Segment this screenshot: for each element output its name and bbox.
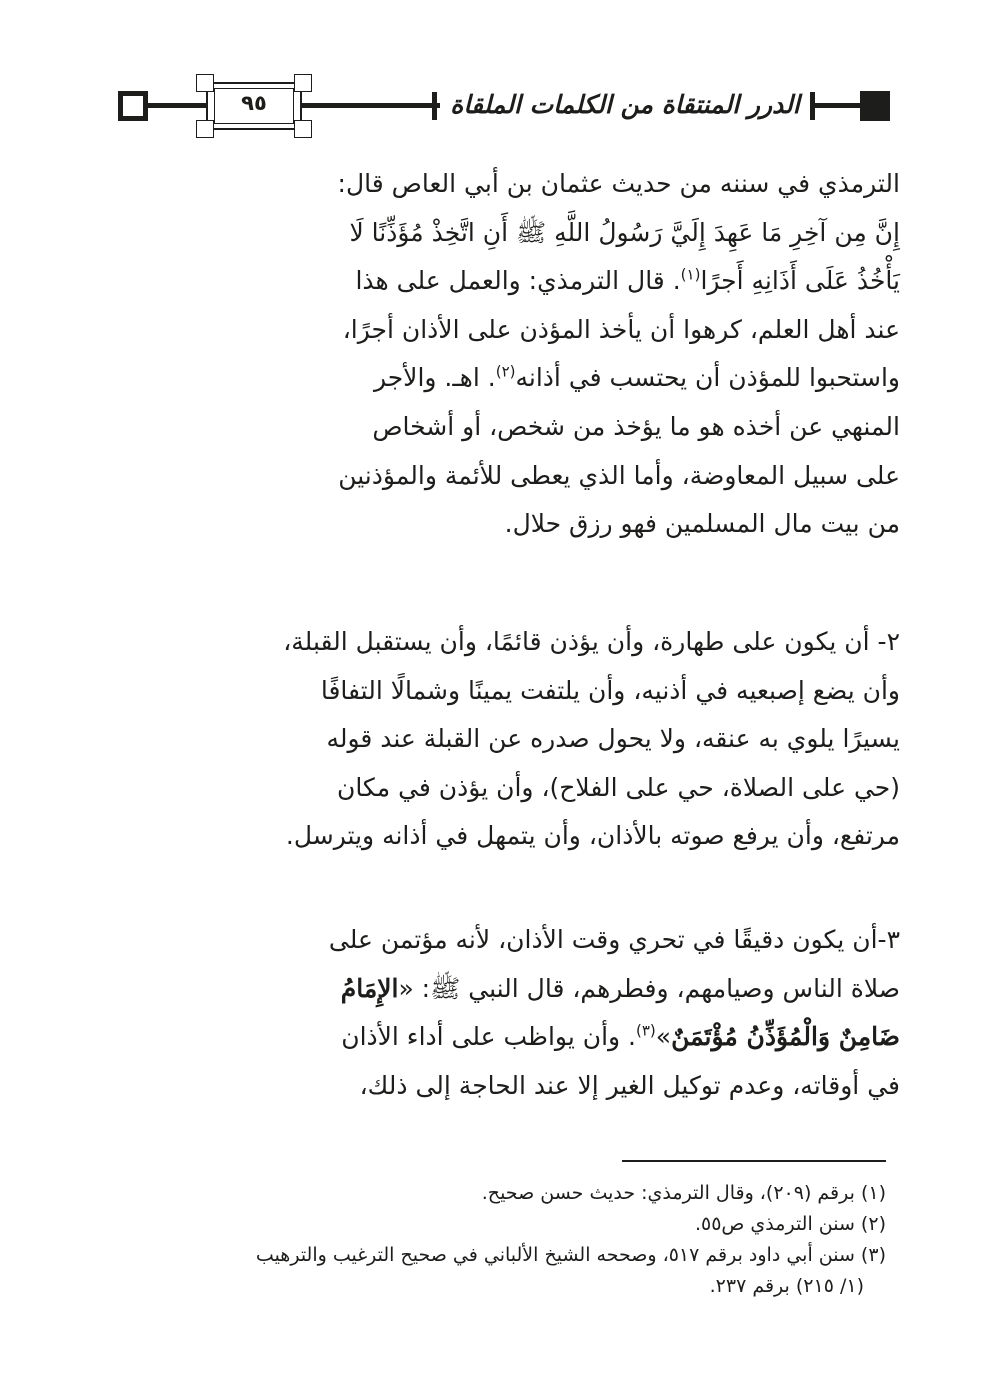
text-line: (حي على الصلاة، حي على الفلاح)، وأن يؤذن في مكان	[336, 772, 900, 802]
frame-corner-ornament	[196, 74, 214, 92]
text-span: . قال الترمذي: والعمل على هذا	[355, 266, 681, 296]
frame-corner-ornament	[294, 74, 312, 92]
text-line: في أوقاته، وعدم توكيل الغير إلا عند الحاجة إلى ذلك،	[359, 1070, 900, 1100]
text-line: ٣-أن يكون دقيقًا في تحري وقت الأذان، لأنه مؤتمن على	[328, 925, 900, 954]
footnote-3: (٣) سنن أبي داود برقم ٥١٧، وصححه الشيخ الألباني في صحيح الترغيب والترهيب	[255, 1244, 886, 1266]
text-line: وأن يضع إصبعيه في أذنيه، وأن يلتفت يمينًا وشمالًا التفافًا	[320, 675, 900, 705]
list-item-3	[112, 916, 900, 1110]
footnote-1: (١) برقم (٢٠٩)، وقال الترمذي: حديث حسن صحيح.	[481, 1182, 886, 1204]
text-line	[112, 1013, 900, 1062]
hadith-line: إِنَّ مِن آخِرِ مَا عَهِدَ إِلَيَّ رَسُولُ اللَّهِ ﷺ أَنِ اتَّخِذْ مُؤَذِّنًا لَا	[349, 217, 900, 247]
text-line: من بيت مال المسلمين فهو رزق حلال.	[504, 509, 900, 539]
header-bar-ornament	[432, 92, 437, 120]
header-left-square-ornament	[118, 91, 148, 121]
hadith-bold-text: الإِمَامُ	[340, 973, 399, 1003]
quote-close: »	[655, 1022, 672, 1052]
footnote-ref-3: (٣)	[636, 1021, 656, 1040]
text-span: . اهـ. والأجر	[373, 363, 496, 393]
footnote-separator	[622, 1160, 886, 1162]
text-line	[112, 354, 900, 403]
header-rule-left	[148, 103, 206, 108]
text-line: ٢- أن يكون على طهارة، وأن يؤذن قائمًا، وأن يستقبل القبلة،	[283, 627, 900, 656]
text-span: صلاة الناس وصيامهم، وفطرهم، قال النبي ﷺ: «	[398, 973, 900, 1003]
page-number-frame	[206, 82, 302, 130]
text-line: يسيرًا يلوي به عنقه، ولا يحول صدره عن القبلة عند قوله	[326, 724, 900, 754]
page-number: ٩٥	[241, 91, 267, 115]
footnote-3-continued: (١/ ٢١٥) برقم ٢٣٧.	[709, 1275, 864, 1297]
footnote-2: (٢) سنن الترمذي ص٥٥.	[694, 1213, 886, 1235]
frame-corner-ornament	[196, 120, 214, 138]
text-span: واستحبوا للمؤذن أن يحتسب في أذانه	[515, 363, 900, 393]
footnotes	[112, 1178, 886, 1302]
hadith-text: يَأْخُذُ عَلَى أَذَانِهِ أَجرًا	[700, 266, 900, 296]
text-line: مرتفع، وأن يرفع صوته بالأذان، وأن يتمهل في أذانه ويترسل.	[285, 821, 900, 851]
list-item-2	[112, 618, 900, 861]
text-line: المنهي عن أخذه هو ما يؤخذ من شخص، أو أشخاص	[372, 411, 900, 441]
header-right-square-ornament	[860, 91, 890, 121]
text-line	[112, 965, 900, 1014]
header-rule-middle	[302, 103, 440, 108]
text-line	[112, 257, 900, 306]
text-line: الترمذي في سننه من حديث عثمان بن أبي العاص قال:	[337, 169, 900, 198]
running-header	[118, 78, 890, 134]
hadith-bold-text: ضَامِنٌ وَالْمُؤَذِّنُ مُؤْتَمَنٌ	[671, 1022, 900, 1052]
paragraph-1	[112, 160, 900, 549]
footnote-ref-2: (٢)	[495, 363, 516, 382]
text-span: . وأن يواظب على أداء الأذان	[341, 1022, 636, 1052]
header-rule-right	[810, 103, 860, 108]
book-title: الدرر المنتقاة من الكلمات الملقاة	[450, 86, 800, 126]
frame-corner-ornament	[294, 120, 312, 138]
text-line: على سبيل المعاوضة، وأما الذي يعطى للأئمة والمؤذنين	[338, 460, 900, 490]
footnote-ref-1: (١)	[680, 265, 701, 284]
text-line: عند أهل العلم، كرهوا أن يأخذ المؤذن على الأذان أجرًا،	[342, 314, 900, 344]
